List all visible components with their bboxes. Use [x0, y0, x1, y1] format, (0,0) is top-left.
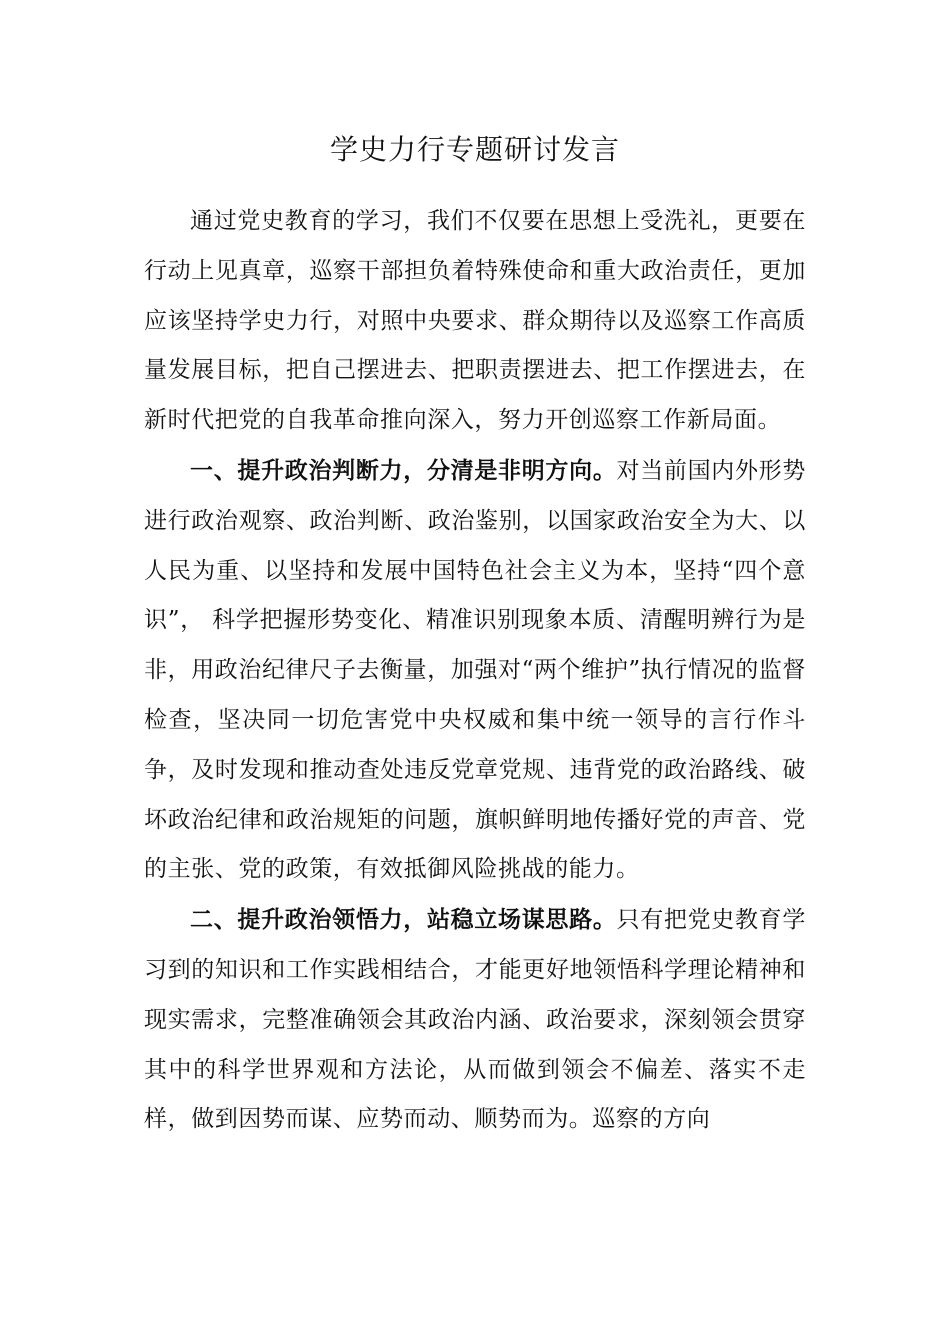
paragraph-section-1 — [144, 446, 806, 895]
paragraph-intro — [144, 196, 806, 446]
paragraph-section-2 — [144, 895, 806, 1145]
document-body — [144, 196, 806, 1145]
document-title: 学史力行专题研讨发言 — [329, 133, 620, 166]
paragraph-text: 只有把党史教育学习到的知识和工作实践相结合，才能更好地领悟科学理论精神和现实需求，完整准确领会其政治内涵、政治要求，深刻领会贯穿其中的科学世界观和方法论，从而做到领会不偏差、落实不走样，做到因势而谋、应势而动、顺势而为。巡察的方向 — [144, 907, 806, 1133]
paragraph-text: 对当前国内外形势进行政治观察、政治判断、政治鉴别，以国家政治安全为大、以人民为重、以坚持和发展中国特色社会主义为本，坚持“四个意识”， 科学把握形势变化、精准识别现象本质、清醒明辨行为是非，用政治纪律尺子去衡量，加强对“两个维护”执行情况的监督检查，坚决同一切危害党中央权威和集中统一领导的言行作斗争，及时发现和推动查处违反党章党规、违背党的政治路线、破坏政治纪律和政治规矩的问题，旗帜鲜明地传播好党的声音、党的主张、党的政策，有效抵御风险挑战的能力。 — [144, 457, 806, 883]
paragraph-text: 通过党史教育的学习，我们不仅要在思想上受洗礼，更要在行动上见真章，巡察干部担负着特殊使命和重大政治责任，更加应该坚持学史力行，对照中央要求、群众期待以及巡察工作高质量发展目标，把自己摆进去、把职责摆进去、把工作摆进去，在新时代把党的自我革命推向深入，努力开创巡察工作新局面。 — [144, 208, 806, 434]
section-heading: 二、提升政治领悟力，站稳立场谋思路。 — [190, 906, 617, 934]
section-heading: 一、提升政治判断力，分清是非明方向。 — [190, 456, 617, 484]
